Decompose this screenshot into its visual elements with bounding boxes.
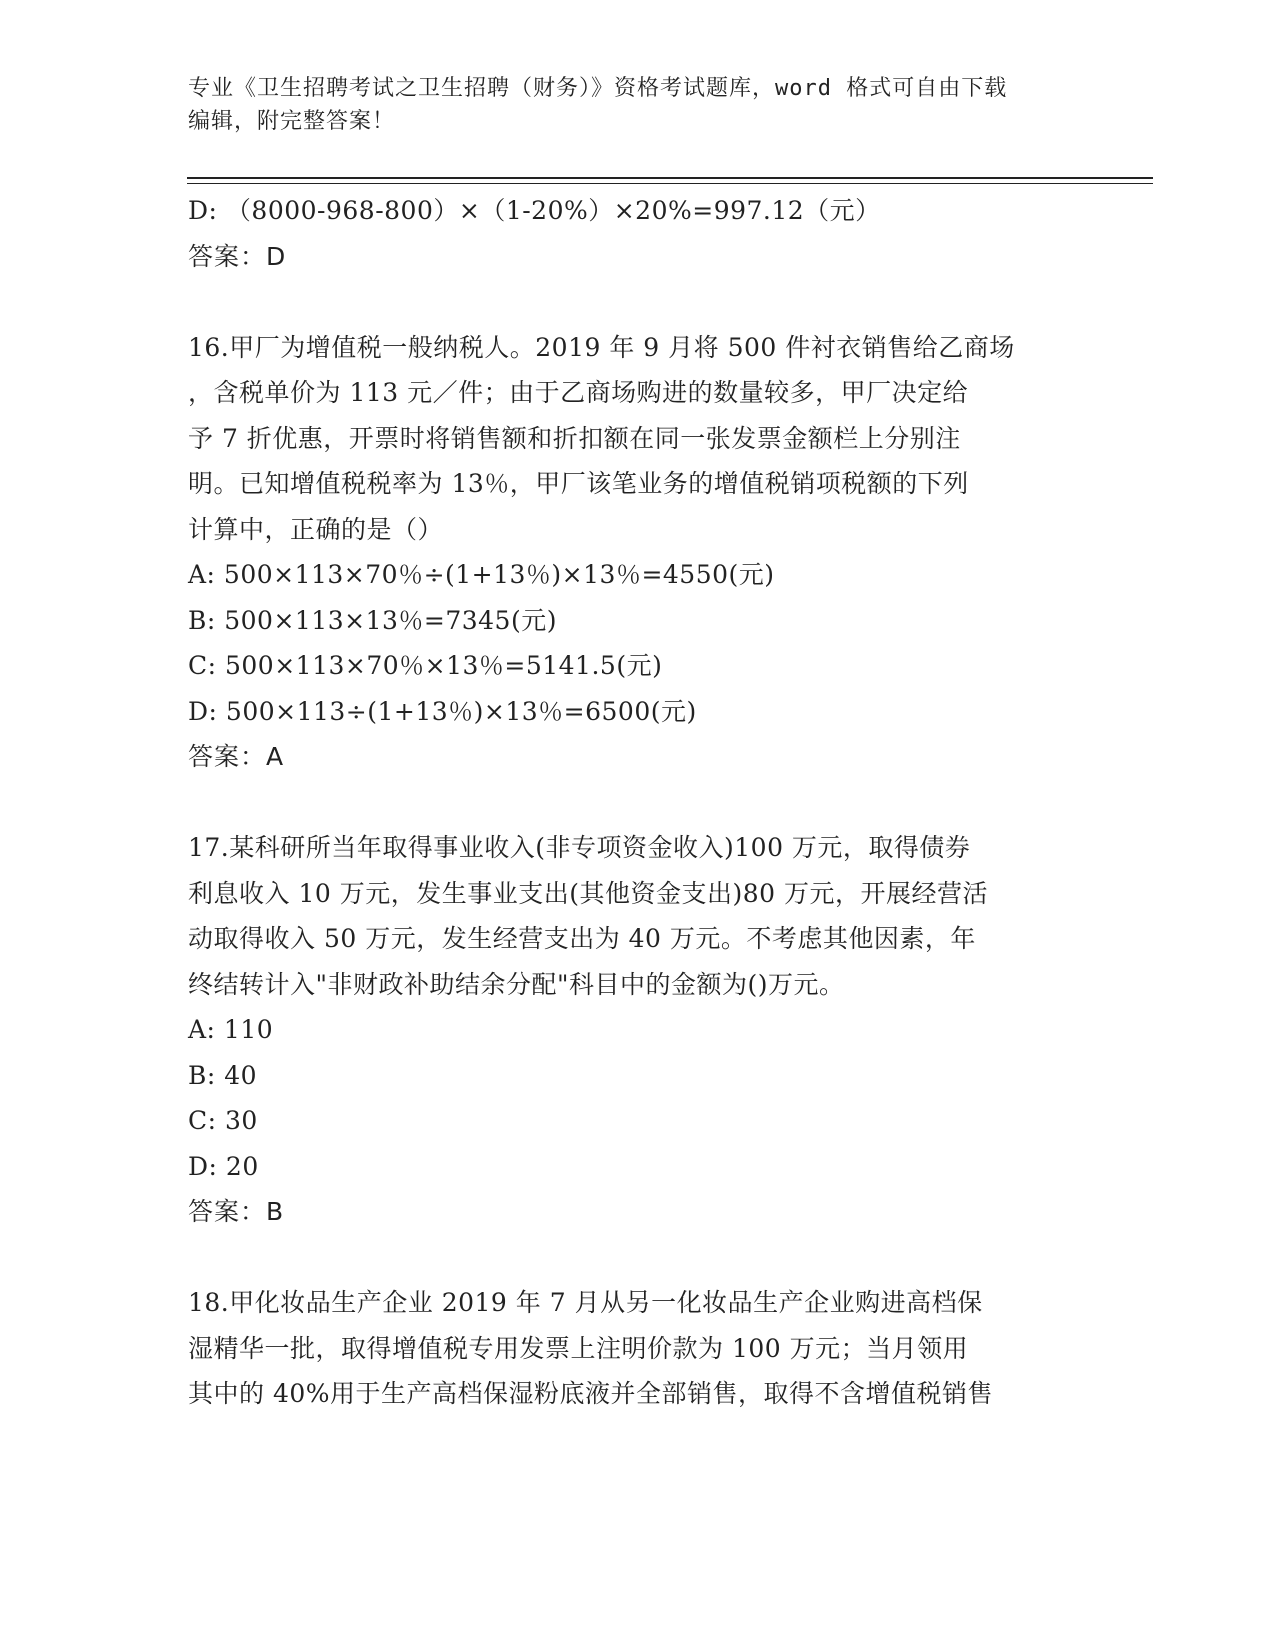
q18-stem-line: 湿精华一批，取得增值税专用发票上注明价款为 100 万元；当月领用 — [188, 1333, 969, 1363]
header-divider-thick — [187, 177, 1153, 179]
q16-option-a: A: 500×113×70％÷(1+13％)×13％=4550(元) — [188, 560, 775, 589]
spacer — [188, 780, 1088, 826]
q18-stem-line: 18.甲化妆品生产企业 2019 年 7 月从另一化妆品生产企业购进高档保 — [188, 1288, 983, 1317]
q16-stem-line: ，含税单价为 113 元／件；由于乙商场购进的数量较多，甲厂决定给 — [188, 378, 969, 407]
spacer — [188, 1235, 1088, 1281]
q17-stem-line: 17.某科研所当年取得事业收入(非专项资金收入)100 万元，取得债券 — [188, 833, 971, 862]
q16-option-b: B: 500×113×13％=7345(元) — [188, 605, 557, 635]
q18-stem-line: 其中的 40%用于生产高档保湿粉底液并全部销售，取得不含增值税销售 — [188, 1379, 994, 1408]
q18-stem — [188, 1280, 1088, 1417]
q17-option-c: C: 30 — [188, 1106, 258, 1135]
q16-stem-line: 予 7 折优惠，开票时将销售额和折扣额在同一张发票金额栏上分别注 — [188, 423, 961, 453]
q17-option-a: A: 110 — [188, 1015, 274, 1044]
q15-answer: 答案：D — [188, 241, 287, 271]
q16-answer: 答案：A — [188, 742, 285, 771]
header-line-1: 专业《卫生招聘考试之卫生招聘（财务）》资格考试题库，word 格式可自由下载 — [188, 76, 1008, 101]
q16-stem-line: 计算中，正确的是（） — [188, 514, 444, 544]
q16-stem-line: 明。已知增值税税率为 13％，甲厂该笔业务的增值税销项税额的下列 — [188, 469, 969, 498]
q16-option-d: D: 500×113÷(1+13％)×13％=6500(元) — [188, 696, 697, 726]
document-header — [188, 72, 1068, 138]
document-body — [188, 188, 1088, 1417]
q17-answer: 答案：B — [188, 1197, 285, 1226]
q17-stem-line: 利息收入 10 万元，发生事业支出(其他资金支出)80 万元，开展经营活 — [188, 878, 988, 908]
header-line-2: 编辑，附完整答案！ — [188, 109, 396, 134]
q16-option-c: C: 500×113×70％×13％=5141.5(元) — [188, 651, 663, 680]
q17-option-b: B: 40 — [188, 1060, 258, 1090]
q16-stem-line: 16.甲厂为增值税一般纳税人。2019 年 9 月将 500 件衬衣销售给乙商场 — [188, 332, 1015, 362]
q17-stem-line: 终结转计入"非财政补助结余分配"科目中的金额为()万元。 — [188, 969, 845, 999]
spacer — [188, 279, 1088, 325]
q16-stem — [188, 325, 1088, 553]
q17-stem-line: 动取得收入 50 万元，发生经营支出为 40 万元。不考虑其他因素，年 — [188, 924, 976, 953]
q17-option-d: D: 20 — [188, 1151, 259, 1181]
q17-stem — [188, 825, 1088, 1007]
q15-option-d: D: （8000-968-800）×（1-20%）×20%=997.12（元） — [188, 196, 881, 225]
header-divider-thin — [187, 183, 1153, 184]
